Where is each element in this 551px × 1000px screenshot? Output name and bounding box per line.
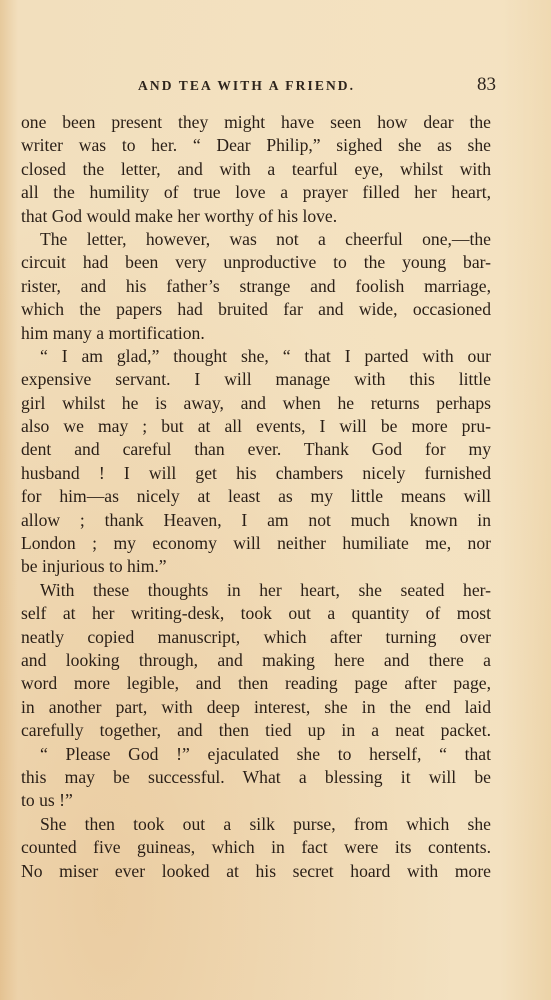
- body-text: [21, 111, 491, 883]
- text-line: all the humility of true love a prayer filled her heart,: [21, 182, 491, 203]
- text-line: “ Please God !” ejaculated she to herself, “ that: [40, 743, 491, 764]
- text-line: London ; my economy will neither humiliate me, nor: [21, 533, 491, 554]
- text-line: counted five guineas, which in fact were its contents.: [21, 837, 491, 858]
- text-line: dent and careful than ever. Thank God for my: [21, 439, 491, 460]
- text-line: “ I am glad,” thought she, “ that I parted with our: [40, 345, 491, 366]
- text-line: be injurious to him.”: [21, 556, 167, 577]
- running-title: AND TEA WITH A FRIEND.: [138, 78, 356, 93]
- text-line: neatly copied manuscript, which after turning over: [21, 626, 491, 647]
- text-line: No miser ever looked at his secret hoard with more: [21, 860, 491, 881]
- text-line: She then took out a silk purse, from which she: [40, 813, 491, 834]
- text-line: expensive servant. I will manage with this little: [21, 369, 491, 390]
- text-line: and looking through, and making here and there a: [21, 649, 491, 670]
- text-line: one been present they might have seen how dear the: [21, 112, 491, 132]
- text-line: writer was to her. “ Dear Philip,” sighed she as she: [21, 135, 491, 156]
- text-line: closed the letter, and with a tearful eye, whilst with: [21, 158, 491, 179]
- text-line: that God would make her worthy of his love.: [21, 205, 338, 226]
- text-line: carefully together, and then tied up in a neat packet.: [21, 720, 491, 741]
- text-line: circuit had been very unproductive to the young bar-: [21, 252, 491, 273]
- running-head: [20, 74, 496, 98]
- text-line: which the papers had bruited far and wide, occasioned: [21, 299, 491, 320]
- text-line: The letter, however, was not a cheerful one,—the: [40, 228, 491, 249]
- text-line: for him—as nicely at least as my little means will: [21, 486, 491, 507]
- text-line: to us !”: [21, 790, 73, 811]
- text-line: With these thoughts in her heart, she seated her-: [40, 579, 491, 600]
- text-line: word more legible, and then reading page after page,: [21, 673, 491, 694]
- text-line: also we may ; but at all events, I will be more pru-: [21, 416, 491, 437]
- text-line: allow ; thank Heaven, I am not much known in: [21, 509, 491, 530]
- text-line: this may be successful. What a blessing it will be: [21, 766, 491, 787]
- text-line: girl whilst he is away, and when he returns perhaps: [21, 392, 491, 413]
- page-number: 83: [477, 74, 496, 95]
- text-line: rister, and his father’s strange and foolish marriage,: [21, 275, 491, 296]
- text-line: him many a mortification.: [21, 322, 205, 343]
- text-line: in another part, with deep interest, she in the end laid: [21, 696, 491, 717]
- text-line: self at her writing-desk, took out a quantity of most: [21, 603, 491, 624]
- text-line: husband ! I will get his chambers nicely furnished: [21, 462, 491, 483]
